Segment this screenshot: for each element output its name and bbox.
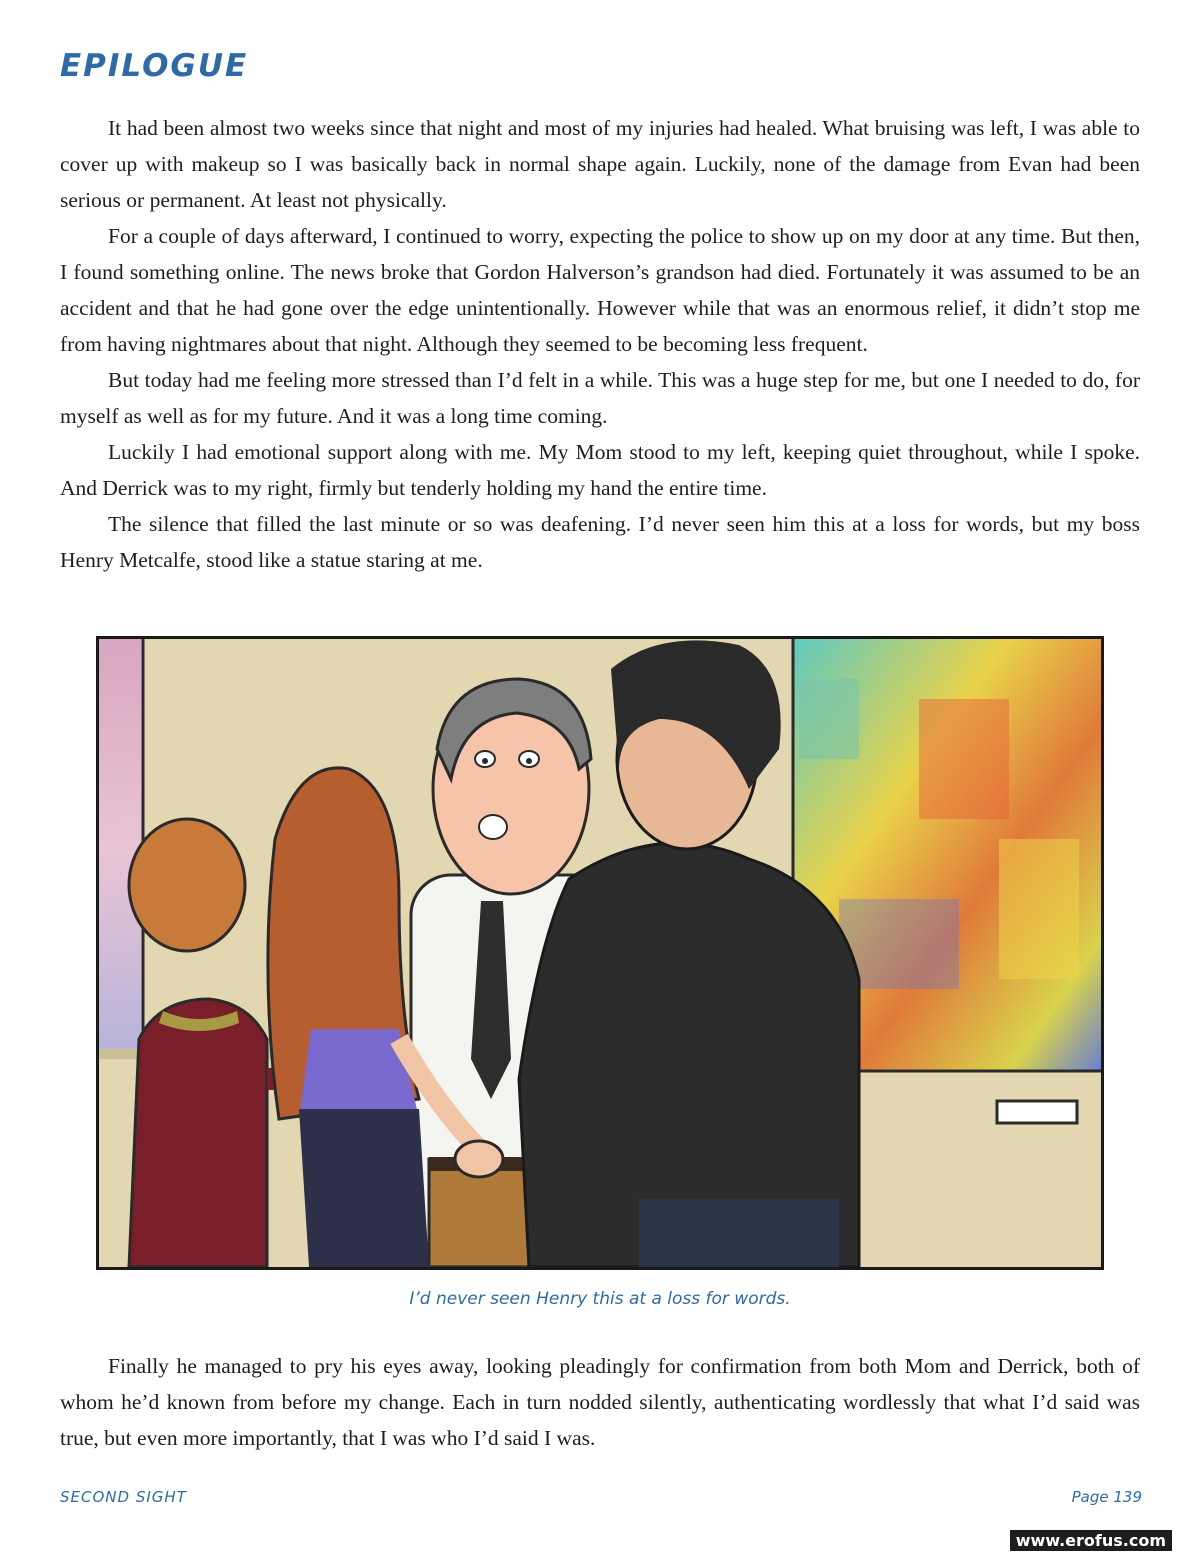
paragraph: Luckily I had emotional support along with me. My Mom stood to my left, keeping quiet throughout, while I spoke. And Derrick was to my right, firmly but tenderly holding my hand the entire time. — [60, 440, 1140, 500]
story-text-continued — [60, 1348, 1140, 1456]
held-hands — [455, 1141, 503, 1177]
paragraph: But today had me feeling more stressed than I’d felt in a while. This was a huge step for me, but one I needed to do, for myself as well as for my future. And it was a long time coming. — [60, 368, 1140, 428]
story-text — [60, 110, 1140, 578]
left-painting — [99, 639, 141, 1059]
comic-illustration — [99, 639, 1101, 1267]
book-title-footer: SECOND SIGHT — [60, 1488, 187, 1506]
page-number: Page 139 — [1071, 1488, 1142, 1506]
panel-caption: I’d never seen Henry this at a loss for words. — [409, 1289, 791, 1309]
watermark: www.erofus.com — [1010, 1530, 1172, 1551]
page-title: EPILOGUE — [60, 48, 249, 84]
paragraph: For a couple of days afterward, I continued to worry, expecting the police to show up on my door at any time. But then, I found something online. The news broke that Gordon Halverson’s grandson had died. Fortunately it was assumed to be an accident and that he had gone over the edge unintentionally. However while that was an enormous relief, it didn’t stop me from having nightmares about that night. Although they seemed to be becoming less frequent. — [60, 224, 1140, 356]
wall-plate — [997, 1101, 1077, 1123]
paragraph: It had been almost two weeks since that night and most of my injuries had healed. What bruising was left, I was able to cover up with makeup so I was basically back in normal shape again. Luckily, none of the damage from Evan had been serious or permanent. At least not physically. — [60, 116, 1140, 212]
paragraph: Finally he managed to pry his eyes away, looking pleadingly for confirmation from both Mom and Derrick, both of whom he’d known from before my change. Each in turn nodded silently, authenticating wordlessly that what I’d said was true, but even more importantly, that I was who I’d said I was. — [60, 1354, 1140, 1450]
comic-panel — [96, 636, 1104, 1270]
paragraph: The silence that filled the last minute or so was deafening. I’d never seen him this at a loss for words, but my boss Henry Metcalfe, stood like a statue staring at me. — [60, 512, 1140, 572]
